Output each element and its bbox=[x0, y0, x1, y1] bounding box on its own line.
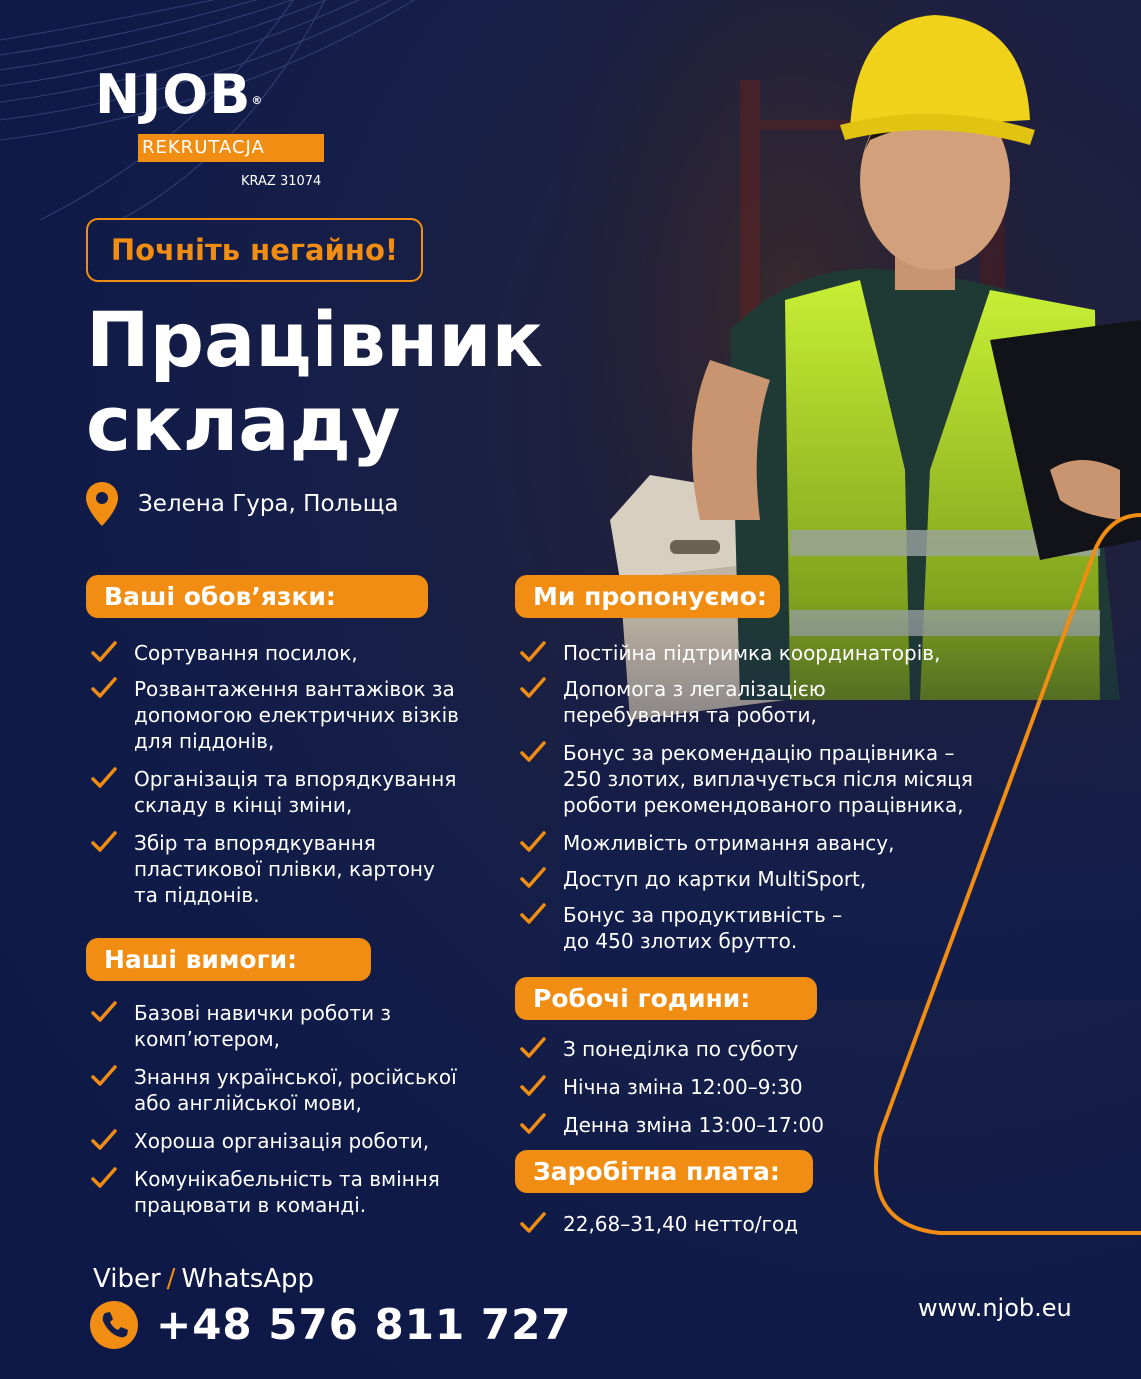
duties-item bbox=[90, 766, 490, 818]
offers-item-line: Бонус за продуктивність – bbox=[563, 903, 843, 927]
kraz-number: KRAZ 31074 bbox=[241, 174, 322, 189]
offers-item bbox=[519, 640, 979, 666]
salary-item-line: 22,68–31,40 нетто/год bbox=[563, 1212, 799, 1236]
duties-item-line: допомогою електричних візків bbox=[134, 703, 459, 727]
offers-item-line: Допомога з легалізацією bbox=[563, 677, 826, 701]
requirements-item bbox=[90, 1000, 490, 1052]
hours-heading: Робочі години: bbox=[515, 977, 817, 1020]
check-icon bbox=[90, 674, 118, 702]
job-title-line-1: Працівник bbox=[86, 295, 544, 384]
duties-item bbox=[90, 676, 490, 754]
hours-item-line: Нічна зміна 12:00–9:30 bbox=[563, 1075, 803, 1099]
hours-item bbox=[519, 1074, 919, 1100]
logo-subtitle: REKRUTACJA bbox=[138, 134, 324, 162]
duties-item-line: складу в кінці зміни, bbox=[134, 793, 353, 817]
salary-list bbox=[519, 1211, 919, 1237]
hours-item-line: Денна зміна 13:00–17:00 bbox=[563, 1113, 824, 1137]
whatsapp-label: WhatsApp bbox=[181, 1264, 315, 1294]
check-icon bbox=[519, 674, 547, 702]
requirements-heading: Наші вимоги: bbox=[86, 938, 371, 981]
location bbox=[86, 482, 399, 526]
logo-registered-mark: ® bbox=[251, 94, 264, 107]
offers-item bbox=[519, 902, 979, 954]
requirements-item-line: або англійської мови, bbox=[134, 1091, 362, 1115]
check-icon bbox=[90, 1062, 118, 1090]
duties-item bbox=[90, 640, 490, 666]
check-icon bbox=[519, 1072, 547, 1100]
website-link[interactable]: www.njob.eu bbox=[918, 1294, 1072, 1322]
requirements-item-line: Знання української, російської bbox=[134, 1065, 457, 1089]
viber-label: Viber bbox=[93, 1264, 161, 1294]
requirements-item-line: Хороша організація роботи, bbox=[134, 1129, 430, 1153]
location-pin-icon bbox=[86, 482, 118, 526]
phone-icon bbox=[90, 1301, 138, 1349]
offers-item-line: Доступ до картки MultiSport, bbox=[563, 867, 867, 891]
duties-item-line: для піддонів, bbox=[134, 729, 275, 753]
hours-item-line: З понеділка по суботу bbox=[563, 1037, 799, 1061]
check-icon bbox=[519, 900, 547, 928]
duties-heading: Ваші обов’язки: bbox=[86, 575, 428, 618]
job-title-line-2: складу bbox=[86, 379, 401, 468]
logo-name: NJOB bbox=[95, 63, 252, 126]
requirements-item bbox=[90, 1166, 490, 1218]
njob-logo bbox=[95, 63, 335, 189]
start-now-badge: Почніть негайно! bbox=[86, 218, 423, 282]
requirements-item-line: працювати в команді. bbox=[134, 1193, 367, 1217]
check-icon bbox=[519, 738, 547, 766]
check-icon bbox=[519, 864, 547, 892]
check-icon bbox=[519, 638, 547, 666]
contact-apps bbox=[93, 1264, 314, 1294]
check-icon bbox=[519, 1110, 547, 1138]
requirements-item-line: комп’ютером, bbox=[134, 1027, 281, 1051]
check-icon bbox=[519, 1034, 547, 1062]
duties-item-line: Розвантаження вантажівок за bbox=[134, 677, 455, 701]
check-icon bbox=[90, 1126, 118, 1154]
offers-item-line: Постійна підтримка координаторів, bbox=[563, 641, 941, 665]
offers-item bbox=[519, 866, 979, 892]
duties-list bbox=[90, 640, 490, 920]
offers-item-line: роботи рекомендованого працівника, bbox=[563, 793, 964, 817]
requirements-list bbox=[90, 1000, 490, 1230]
hours-list bbox=[519, 1036, 919, 1150]
offers-item bbox=[519, 676, 979, 728]
job-title bbox=[86, 295, 544, 468]
check-icon bbox=[90, 638, 118, 666]
duties-item-line: Організація та впорядкування bbox=[134, 767, 457, 791]
offers-item bbox=[519, 740, 979, 818]
offers-list bbox=[519, 640, 979, 964]
offers-item-line: Бонус за рекомендацію працівника – bbox=[563, 741, 955, 765]
hours-item bbox=[519, 1036, 919, 1062]
hours-item bbox=[519, 1112, 919, 1138]
offers-item bbox=[519, 830, 979, 856]
offers-item-line: Можливість отримання авансу, bbox=[563, 831, 895, 855]
duties-item-line: Сортування посилок, bbox=[134, 641, 358, 665]
offers-heading: Ми пропонуємо: bbox=[515, 575, 780, 618]
duties-item-line: пластикової плівки, картону bbox=[134, 857, 435, 881]
duties-item-line: та піддонів. bbox=[134, 883, 260, 907]
phone-number[interactable]: +48 576 811 727 bbox=[156, 1300, 572, 1349]
phone-contact[interactable] bbox=[90, 1300, 572, 1349]
check-icon bbox=[90, 828, 118, 856]
offers-item-line: перебування та роботи, bbox=[563, 703, 817, 727]
check-icon bbox=[90, 998, 118, 1026]
duties-item bbox=[90, 830, 490, 908]
requirements-item bbox=[90, 1064, 490, 1116]
check-icon bbox=[90, 1164, 118, 1192]
contact-separator: / bbox=[166, 1264, 176, 1294]
requirements-item-line: Базові навички роботи з bbox=[134, 1001, 392, 1025]
requirements-item-line: Комунікабельність та вміння bbox=[134, 1167, 440, 1191]
requirements-item bbox=[90, 1128, 490, 1154]
location-text: Зелена Гура, Польща bbox=[138, 491, 399, 517]
salary-heading: Заробітна плата: bbox=[515, 1150, 813, 1193]
check-icon bbox=[519, 1209, 547, 1237]
check-icon bbox=[90, 764, 118, 792]
duties-item-line: Збір та впорядкування bbox=[134, 831, 376, 855]
check-icon bbox=[519, 828, 547, 856]
offers-item-line: 250 злотих, виплачується після місяця bbox=[563, 767, 973, 791]
offers-item-line: до 450 злотих брутто. bbox=[563, 929, 798, 953]
salary-item bbox=[519, 1211, 919, 1237]
